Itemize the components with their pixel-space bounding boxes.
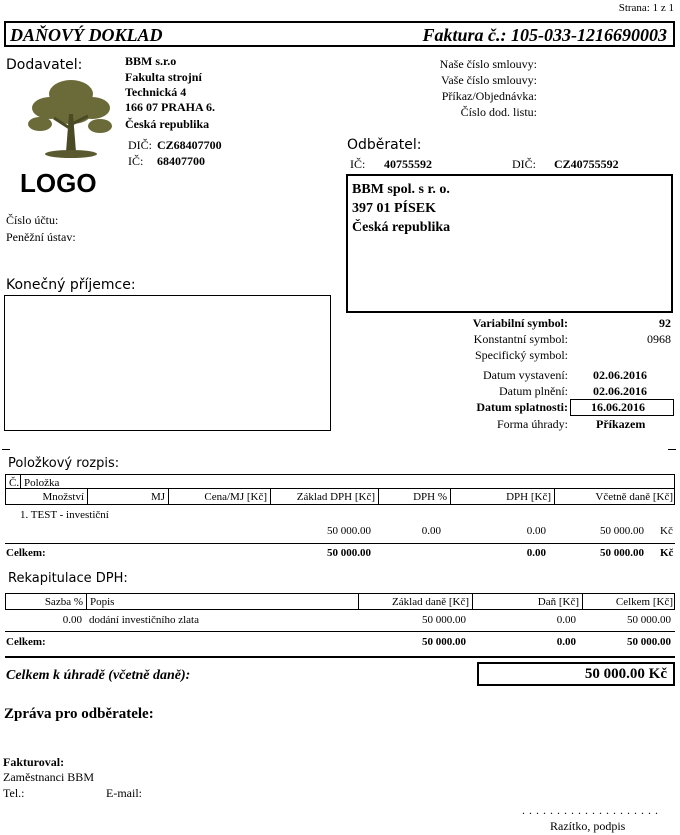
vat-bottom-rule [5, 656, 675, 658]
customer-line1: 397 01 PÍSEK [352, 201, 437, 216]
recipient-box [4, 295, 331, 431]
document-type: DAŇOVÝ DOKLAD [10, 25, 163, 45]
supplier-label: Dodavatel: [6, 57, 83, 73]
vat-col-base-header: Základ daně [Kč] [358, 594, 472, 609]
fulfil-date-label: Datum plnění: [499, 384, 568, 398]
vat-sum-label: Celkem: [6, 636, 46, 648]
delivery-note-label: Číslo dod. listu: [460, 105, 537, 119]
supplier-line3: 166 07 PRAHA 6. [125, 100, 215, 114]
our-contract-label: Naše číslo smlouvy: [439, 57, 537, 71]
vat-col-rate-header: Sazba % [44, 596, 83, 608]
signature-label: Razítko, podpis [550, 819, 626, 833]
order-label: Příkaz/Objednávka: [441, 89, 537, 103]
vat-row-total: 50 000.00 [627, 614, 671, 626]
col-unit-header: MJ [87, 489, 168, 504]
tree-logo-icon [26, 74, 116, 166]
bank-label: Peněžní ústav: [6, 230, 76, 244]
items-header-row2 [5, 489, 675, 505]
vat-row-base: 50 000.00 [422, 614, 466, 626]
document-header [4, 21, 675, 47]
col-item-header: Položka [20, 475, 676, 488]
due-date-label: Datum splatnosti: [476, 400, 568, 414]
specific-symbol-label: Specifický symbol: [475, 348, 568, 362]
col-vat-pct-header: DPH % [378, 489, 450, 504]
payment-form-label: Forma úhrady: [497, 417, 568, 431]
issuer-label: Fakturoval: [3, 755, 65, 769]
item-currency: Kč [660, 525, 673, 537]
account-label: Číslo účtu: [6, 213, 59, 227]
col-base-header: Základ DPH [Kč] [270, 489, 378, 504]
items-sum-vat: 0.00 [526, 547, 546, 559]
items-sum-label: Celkem: [6, 547, 46, 559]
your-contract-label: Vaše číslo smlouvy: [441, 73, 537, 87]
issuer-name: Zaměstnanci BBM [3, 770, 94, 784]
vat-sum-tax: 0.00 [556, 636, 576, 648]
item-vat-pct: 0.00 [421, 525, 441, 537]
customer-address-box [346, 174, 673, 313]
signature-line: . . . . . . . . . . . . . . . . . . . . [522, 803, 659, 817]
col-total-header: Včetně daně [Kč] [554, 489, 676, 504]
total-due-value: 50 000.00 Kč [584, 666, 667, 682]
col-price-header: Cena/MJ [Kč] [168, 489, 270, 504]
supplier-ic: 68407700 [157, 154, 205, 168]
constant-symbol: 0968 [647, 332, 671, 346]
customer-ic-label: IČ: [350, 157, 366, 171]
vat-col-tax-header: Daň [Kč] [472, 594, 582, 609]
due-date: 16.06.2016 [591, 400, 645, 414]
supplier-dic: CZ68407700 [157, 138, 222, 152]
items-sum-separator [5, 543, 675, 544]
supplier-ic-label: IČ: [128, 154, 144, 168]
vat-row-rate: 0.00 [62, 614, 82, 626]
vat-row-tax: 0.00 [556, 614, 576, 626]
vat-recap-title: Rekapitulace DPH: [8, 571, 128, 586]
col-qty-header: Množství [42, 491, 84, 503]
col-vat-header: DPH [Kč] [450, 489, 554, 504]
item-vat: 0.00 [526, 525, 546, 537]
vat-row-desc: dodání investičního zlata [89, 614, 199, 626]
items-sum-base: 50 000.00 [327, 547, 371, 559]
items-sum-total: 50 000.00 [600, 547, 644, 559]
vat-col-total-header: Celkem [Kč] [582, 594, 676, 609]
items-sum-currency: Kč [660, 547, 674, 559]
customer-name: BBM spol. s r. o. [352, 182, 450, 197]
total-due-label: Celkem k úhradě (včetně daně): [6, 668, 191, 683]
item-total: 50 000.00 [600, 525, 644, 537]
items-title: Položkový rozpis: [8, 456, 120, 471]
invoice-number: Faktura č.: 105-033-1216690003 [422, 25, 667, 45]
issuer-tel-label: Tel.: [3, 786, 25, 800]
recipient-label: Konečný příjemce: [6, 277, 136, 293]
supplier-dic-label: DIČ: [128, 138, 152, 152]
issue-date: 02.06.2016 [593, 368, 647, 382]
supplier-line1: Fakulta strojní [125, 70, 202, 84]
variable-symbol-label: Variabilní symbol: [472, 316, 568, 330]
vat-col-desc-header: Popis [86, 594, 358, 609]
fold-mark-right [668, 449, 676, 450]
supplier-line4: Česká republika [125, 117, 210, 131]
logo-text: LOGO [20, 168, 97, 198]
customer-label: Odběratel: [347, 137, 422, 153]
vat-sum-total: 50 000.00 [627, 636, 671, 648]
fulfil-date: 02.06.2016 [593, 384, 647, 398]
col-number-header: Č. [9, 477, 20, 489]
issue-date-label: Datum vystavení: [483, 368, 568, 382]
customer-ic: 40755592 [384, 157, 432, 171]
variable-symbol: 92 [659, 316, 671, 330]
total-due-box [477, 662, 675, 686]
vat-recap-header [5, 593, 675, 610]
vat-sum-base: 50 000.00 [422, 636, 466, 648]
constant-symbol-label: Konstantní symbol: [473, 332, 568, 346]
due-date-box [570, 399, 674, 416]
vat-sum-separator [5, 631, 675, 632]
item-base: 50 000.00 [327, 525, 371, 537]
item-name: 1. TEST - investiční [20, 509, 109, 521]
supplier-name: BBM s.r.o [125, 54, 177, 68]
message-title: Zpráva pro odběratele: [4, 706, 154, 722]
payment-form: Příkazem [596, 417, 646, 431]
items-header-row1 [5, 474, 675, 489]
supplier-line2: Technická 4 [125, 85, 187, 99]
page-number: Strana: 1 z 1 [618, 2, 674, 14]
fold-mark-left [2, 449, 10, 450]
issuer-email-label: E-mail: [106, 786, 142, 800]
customer-line2: Česká republika [352, 220, 451, 235]
customer-dic-label: DIČ: [512, 157, 536, 171]
customer-dic: CZ40755592 [554, 157, 619, 171]
